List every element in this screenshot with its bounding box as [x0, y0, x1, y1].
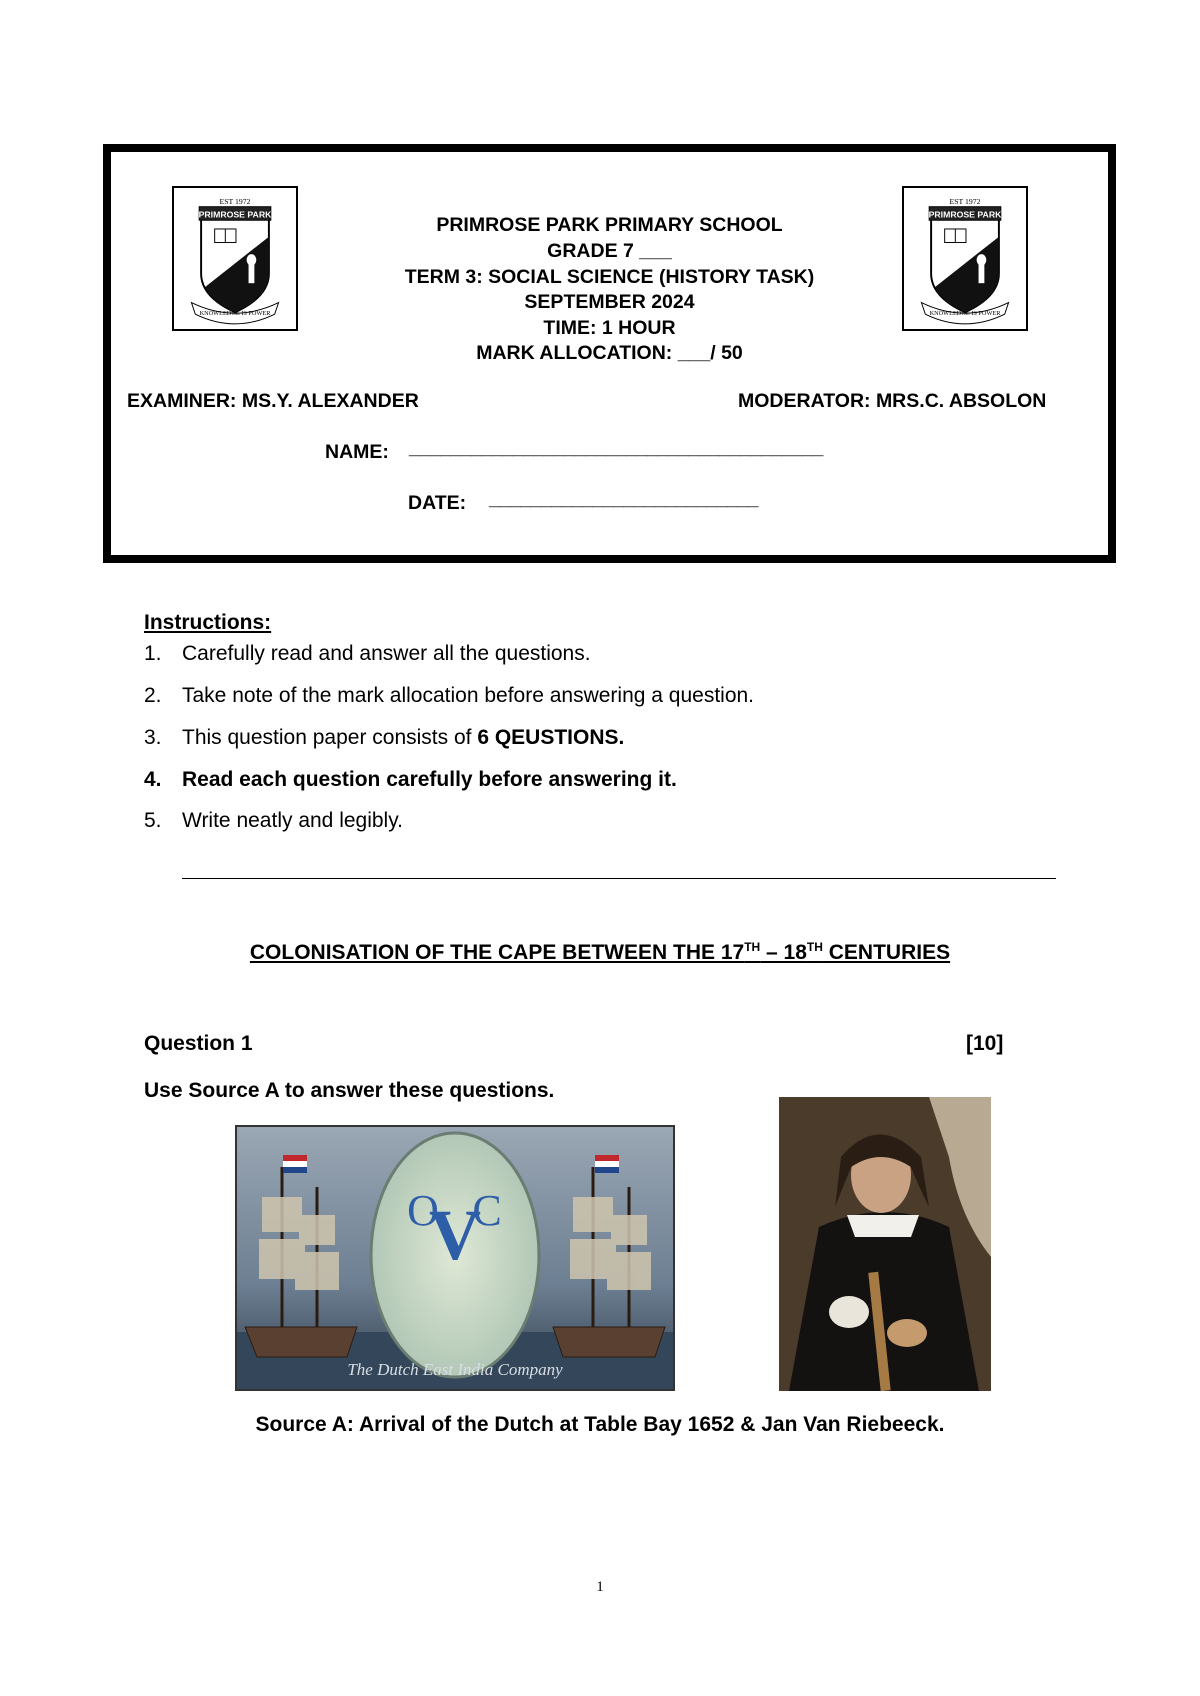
svg-text:O: O: [407, 1186, 439, 1235]
question-1-label: Question 1: [144, 1032, 253, 1055]
svg-text:KNOWLEDGE IS POWER: KNOWLEDGE IS POWER: [929, 310, 1001, 318]
svg-text:EST 1972: EST 1972: [949, 196, 981, 206]
grade-line: GRADE 7 ___: [547, 240, 672, 262]
instructions-heading: Instructions:: [144, 611, 272, 634]
divider-line: [182, 878, 1056, 879]
school-name: PRIMROSE PARK PRIMARY SCHOOL: [436, 214, 783, 236]
exam-date: SEPTEMBER 2024: [524, 291, 695, 313]
instruction-item: 2. Take note of the mark allocation before answering a question.: [144, 684, 755, 707]
svg-text:KNOWLEDGE IS POWER: KNOWLEDGE IS POWER: [199, 310, 271, 318]
term-line: TERM 3: SOCIAL SCIENCE (HISTORY TASK): [404, 266, 815, 288]
svg-text:PRIMROSE PARK: PRIMROSE PARK: [198, 209, 272, 220]
question-1-marks: [10]: [966, 1032, 1004, 1055]
jan-van-riebeeck-portrait: [779, 1097, 991, 1391]
source-caption: Source A: Arrival of the Dutch at Table Bay 1652 & Jan Van Riebeeck.: [255, 1413, 945, 1436]
instruction-item: 4. Read each question carefully before answering it.: [144, 768, 677, 791]
svg-text:The Dutch East India Company: The Dutch East India Company: [347, 1360, 563, 1379]
instruction-item: 5. Write neatly and legibly.: [144, 809, 404, 832]
svg-text:C: C: [472, 1186, 502, 1235]
name-field[interactable]: ________________________________________: [409, 437, 823, 459]
svg-text:V: V: [429, 1195, 481, 1275]
name-label: NAME:: [325, 441, 389, 463]
question-1-instruction: Use Source A to answer these questions.: [144, 1079, 555, 1102]
header-box: [103, 144, 1116, 563]
examiner: EXAMINER: MS.Y. ALEXANDER: [127, 390, 419, 412]
section-title: COLONISATION OF THE CAPE BETWEEN THE 17TH – 18TH CENTURIES: [249, 940, 951, 964]
page-number: 1: [596, 1579, 604, 1595]
date-label: DATE:: [408, 492, 467, 514]
date-field[interactable]: __________________________: [489, 488, 758, 510]
portrait-icon: [779, 1097, 991, 1391]
svg-text:PRIMROSE PARK: PRIMROSE PARK: [928, 209, 1002, 220]
instruction-item: 1. Carefully read and answer all the questions.: [144, 642, 591, 665]
instruction-item: 3. This question paper consists of 6 QEUSTIONS.: [144, 726, 625, 749]
voc-ships-image: [235, 1125, 675, 1391]
voc-logo-icon: [237, 1127, 673, 1389]
svg-text:EST 1972: EST 1972: [219, 196, 251, 206]
time-line: TIME: 1 HOUR: [543, 317, 676, 339]
moderator: MODERATOR: MRS.C. ABSOLON: [738, 390, 1047, 412]
mark-allocation: MARK ALLOCATION: ___/ 50: [476, 342, 743, 364]
